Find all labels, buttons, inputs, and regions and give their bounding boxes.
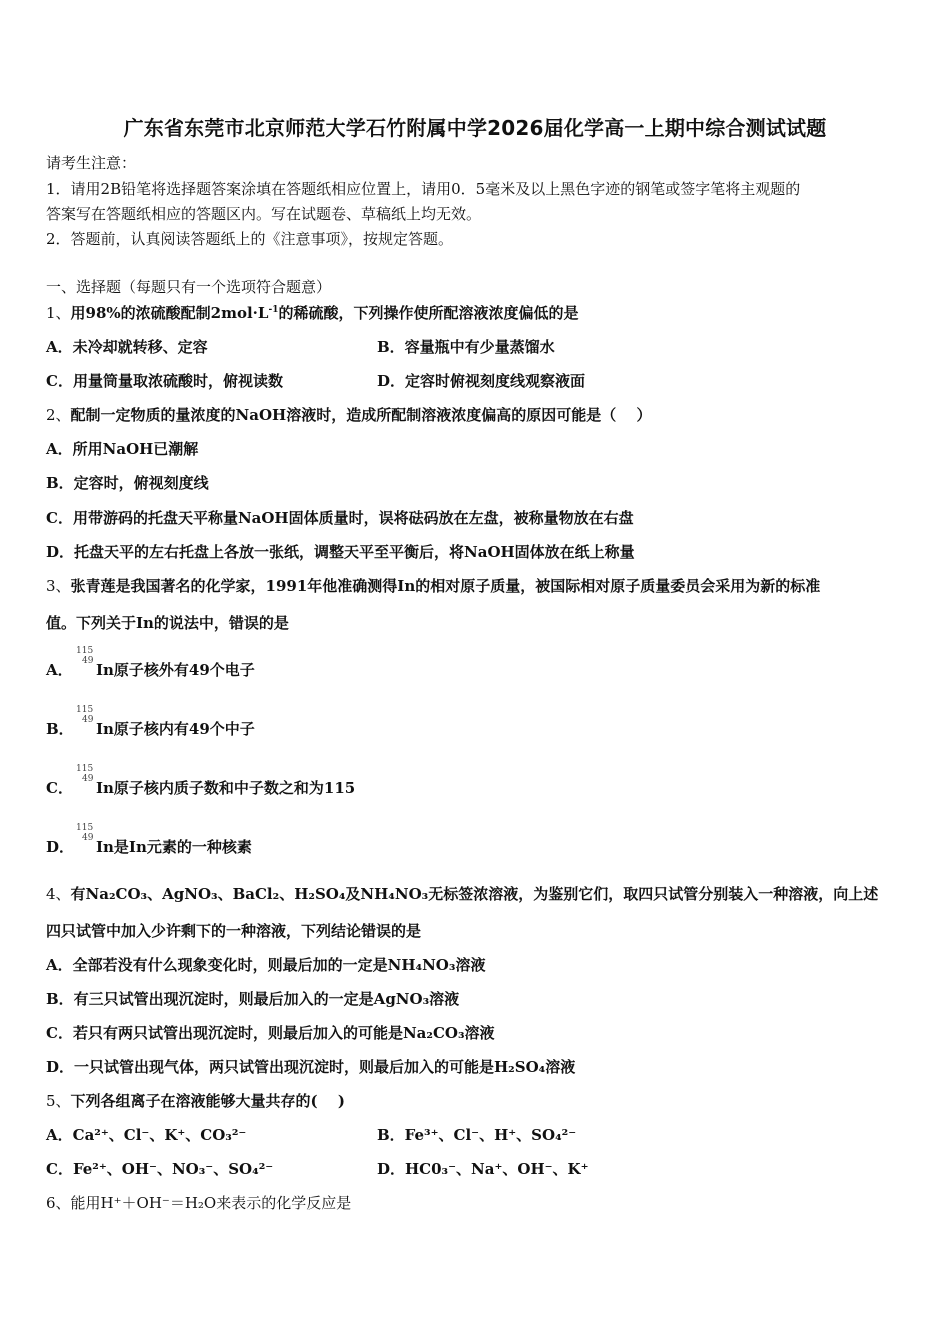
question-number: 4、 — [46, 885, 71, 903]
option-text: In原子核外有49个电子 — [96, 661, 255, 679]
question-text: 有Na₂CO₃、AgNO₃、BaCl₂、H₂SO₄及NH₄NO₃无标签浓溶液，为鉴别它们，取四只试管分别装入一种溶液，向上述 — [70, 885, 879, 903]
q5-option-a: A．Ca²⁺、Cl⁻、K⁺、CO₃²⁻ — [46, 1126, 247, 1144]
mass-number: 115 — [76, 646, 94, 656]
option-label: A． — [46, 661, 73, 679]
q2-option-a: A．所用NaOH已潮解 — [46, 440, 199, 458]
notice-heading: 请考生注意： — [46, 154, 137, 172]
question-5 — [46, 1090, 345, 1111]
question-text: 下列各组离子在溶液能够大量共存的( ) — [70, 1092, 345, 1110]
q2-option-c: C．用带游码的托盘天平称量NaOH固体质量时，误将砝码放在左盘，被称量物放在右盘 — [46, 509, 634, 527]
notice-line-3: 2．答题前，认真阅读答题纸上的《注意事项》，按规定答题。 — [46, 230, 454, 248]
atomic-number: 49 — [82, 774, 94, 784]
question-number: 1、 — [46, 304, 71, 322]
q1-option-c: C．用量筒量取浓硫酸时，俯视读数 — [46, 372, 283, 390]
question-4-line-2: 四只试管中加入少许剩下的一种溶液，下列结论错误的是 — [46, 922, 422, 940]
question-4-line-1 — [46, 883, 878, 904]
q5-option-d: D．HC0₃⁻、Na⁺、OH⁻、K⁺ — [377, 1160, 589, 1178]
q4-option-d: D．一只试管出现气体，两只试管出现沉淀时，则最后加入的可能是H₂SO₄溶液 — [46, 1058, 576, 1076]
question-number: 2、 — [46, 406, 71, 424]
q4-option-a: A．全部若没有什么现象变化时，则最后加的一定是NH₄NO₃溶液 — [46, 956, 486, 974]
question-1 — [46, 302, 578, 323]
question-text: 能用H⁺＋OH⁻＝H₂O来表示的化学反应是 — [70, 1194, 352, 1212]
question-2 — [46, 404, 651, 425]
option-label: D． — [46, 838, 75, 856]
notice-line-2: 答案写在答题纸相应的答题区内。写在试题卷、草稿纸上均无效。 — [46, 205, 482, 223]
q2-option-d: D．托盘天平的左右托盘上各放一张纸，调整天平至平衡后，将NaOH固体放在纸上称量 — [46, 543, 635, 561]
option-text: In原子核内有49个中子 — [96, 720, 255, 738]
question-number: 5、 — [46, 1092, 71, 1110]
question-text: 张青莲是我国著名的化学家，1991年他准确测得In的相对原子质量，被国际相对原子质量委员会采用为新的标准 — [70, 577, 821, 595]
mass-number: 115 — [76, 705, 94, 715]
atomic-number: 49 — [82, 656, 94, 666]
question-number: 6、 — [46, 1194, 71, 1212]
mass-number: 115 — [76, 764, 94, 774]
mass-number: 115 — [76, 823, 94, 833]
page-title: 广东省东莞市北京师范大学石竹附属中学2026届化学高一上期中综合测试试题 — [123, 116, 827, 140]
question-text: 配制一定物质的量浓度的NaOH溶液时，造成所配制溶液浓度偏高的原因可能是（ ） — [70, 406, 652, 424]
isotope-notation — [76, 705, 96, 729]
q1-option-b: B．容量瓶中有少量蒸馏水 — [377, 338, 555, 356]
atomic-number: 49 — [82, 833, 94, 843]
q1-option-d: D．定容时俯视刻度线观察液面 — [377, 372, 586, 390]
question-6 — [46, 1192, 351, 1213]
q4-option-b: B．有三只试管出现沉淀时，则最后加入的一定是AgNO₃溶液 — [46, 990, 460, 1008]
isotope-notation — [76, 764, 96, 788]
isotope-notation — [76, 823, 96, 847]
option-text: In是In元素的一种核素 — [96, 838, 252, 856]
option-label: C． — [46, 779, 73, 797]
q2-option-b: B．定容时，俯视刻度线 — [46, 474, 209, 492]
question-3-line-1 — [46, 575, 820, 596]
option-text: In原子核内质子数和中子数之和为115 — [96, 779, 356, 797]
q5-option-c: C．Fe²⁺、OH⁻、NO₃⁻、SO₄²⁻ — [46, 1160, 274, 1178]
question-text: 的稀硫酸，下列操作使所配溶液浓度偏低的是 — [278, 304, 579, 322]
question-superscript: -1 — [268, 305, 279, 315]
isotope-notation — [76, 646, 96, 670]
question-3-line-2: 值。下列关于In的说法中，错误的是 — [46, 614, 289, 632]
q1-option-a: A．未冷却就转移、定容 — [46, 338, 208, 356]
q4-option-c: C．若只有两只试管出现沉淀时，则最后加入的可能是Na₂CO₃溶液 — [46, 1024, 495, 1042]
atomic-number: 49 — [82, 715, 94, 725]
section-heading: 一、选择题（每题只有一个选项符合题意） — [46, 278, 332, 296]
question-text: 用98%的浓硫酸配制2mol·L — [70, 304, 269, 322]
option-label: B． — [46, 720, 74, 738]
question-number: 3、 — [46, 577, 71, 595]
q5-option-b: B．Fe³⁺、Cl⁻、H⁺、SO₄²⁻ — [377, 1126, 577, 1144]
notice-line-1: 1．请用2B铅笔将选择题答案涂填在答题纸相应位置上，请用0．5毫米及以上黑色字迹的钢笔或签字笔将主观题的 — [46, 180, 801, 198]
